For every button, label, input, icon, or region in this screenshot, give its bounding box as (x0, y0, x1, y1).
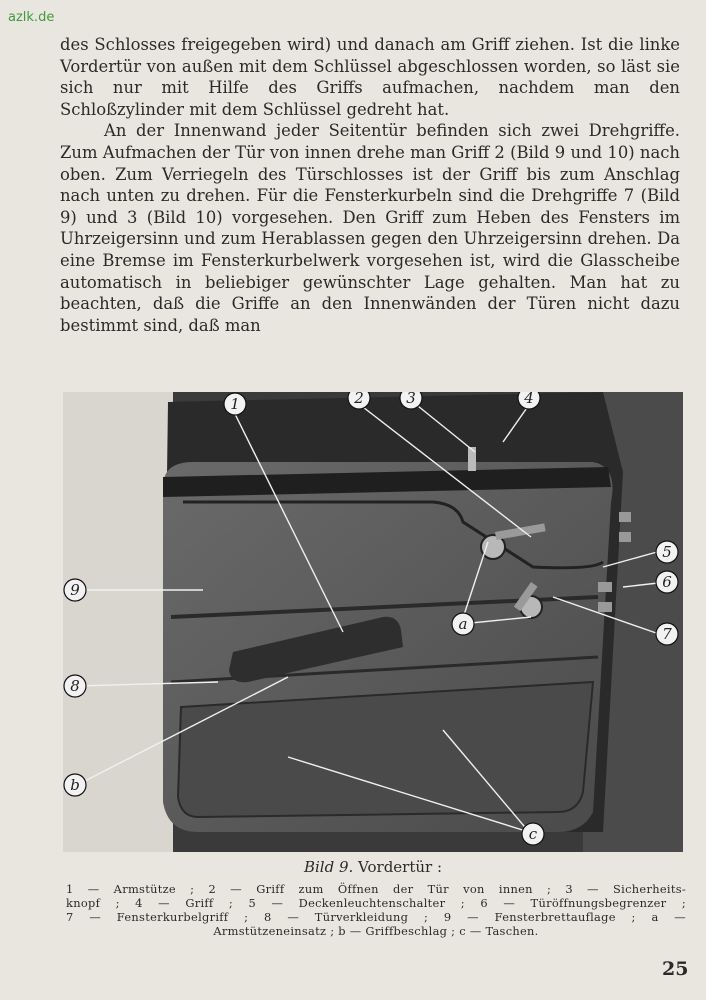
callout-2: 2 (354, 392, 364, 407)
figure-caption (60, 858, 686, 876)
legend-line: 7 — Fensterkurbelgriff ; 8 — Türverkleidung ; 9 — Fensterbrettauflage ; a — (66, 910, 686, 924)
callout-4: 4 (524, 392, 534, 407)
page-number: 25 (662, 958, 689, 980)
figure-title: Vordertür : (358, 858, 443, 876)
callout-6: 6 (662, 573, 672, 591)
watermark: azlk.de (8, 10, 55, 25)
legend-line: 1 — Armstütze ; 2 — Griff zum Öffnen der Tür von innen ; 3 — Sicherheits- (66, 882, 686, 896)
callout-9: 9 (70, 581, 80, 599)
figure-number: Bild 9. (303, 858, 354, 876)
paragraph-1: des Schlosses freigegeben wird) und danach am Griff ziehen. Ist die linke Vordertür von außen mit dem Schlüssel abgeschlossen worden, so läst sie sich nur mit Hilfe des Griffs aufmachen, nachdem man den Schloßzylinder mit dem Schlüssel gedreht hat. (60, 35, 680, 119)
callout-3: 3 (406, 392, 416, 407)
door-photo (63, 392, 683, 852)
callout-c: c (528, 825, 538, 843)
callout-7: 7 (662, 625, 672, 643)
paragraph-2: An der Innenwand jeder Seitentür befinden sich zwei Drehgriffe. Zum Aufmachen der Tür von innen drehe man Griff 2 (Bild 9 und 10) nach oben. Zum Verriegeln des Türschlosses ist der Griff bis zum Anschlag nach unten zu drehen. Für die Fensterkurbeln sind die Drehgriffe 7 (Bild 9) und 3 (Bild 10) vorgesehen. Den Griff zum Heben des Fensters im Uhrzeigersinn und zum Herablassen gegen den Uhrzeigersinn drehen. Da eine Bremse im Fensterkurbelwerk vorgesehen ist, wird die Glasscheibe automatisch in beliebiger gewünschter Lage gehalten. Man hat zu beachten, daß die Griffe an den Innenwänden der Türen nicht dazu bestimmt sind, daß man (60, 121, 680, 335)
legend-line: Armstützeneinsatz ; b — Griffbeschlag ; c — Taschen. (213, 924, 539, 938)
callout-8: 8 (70, 677, 80, 695)
callout-5: 5 (662, 543, 672, 561)
door-illustration (63, 392, 683, 852)
callout-a: b (70, 776, 80, 794)
callout-b: a (458, 615, 468, 633)
legend-line: knopf ; 4 — Griff ; 5 — Deckenleuchtenschalter ; 6 — Türöffnungsbegrenzer ; (66, 896, 686, 910)
callout-1: 1 (230, 395, 240, 413)
body-text (60, 34, 680, 336)
figure-legend (66, 882, 686, 938)
